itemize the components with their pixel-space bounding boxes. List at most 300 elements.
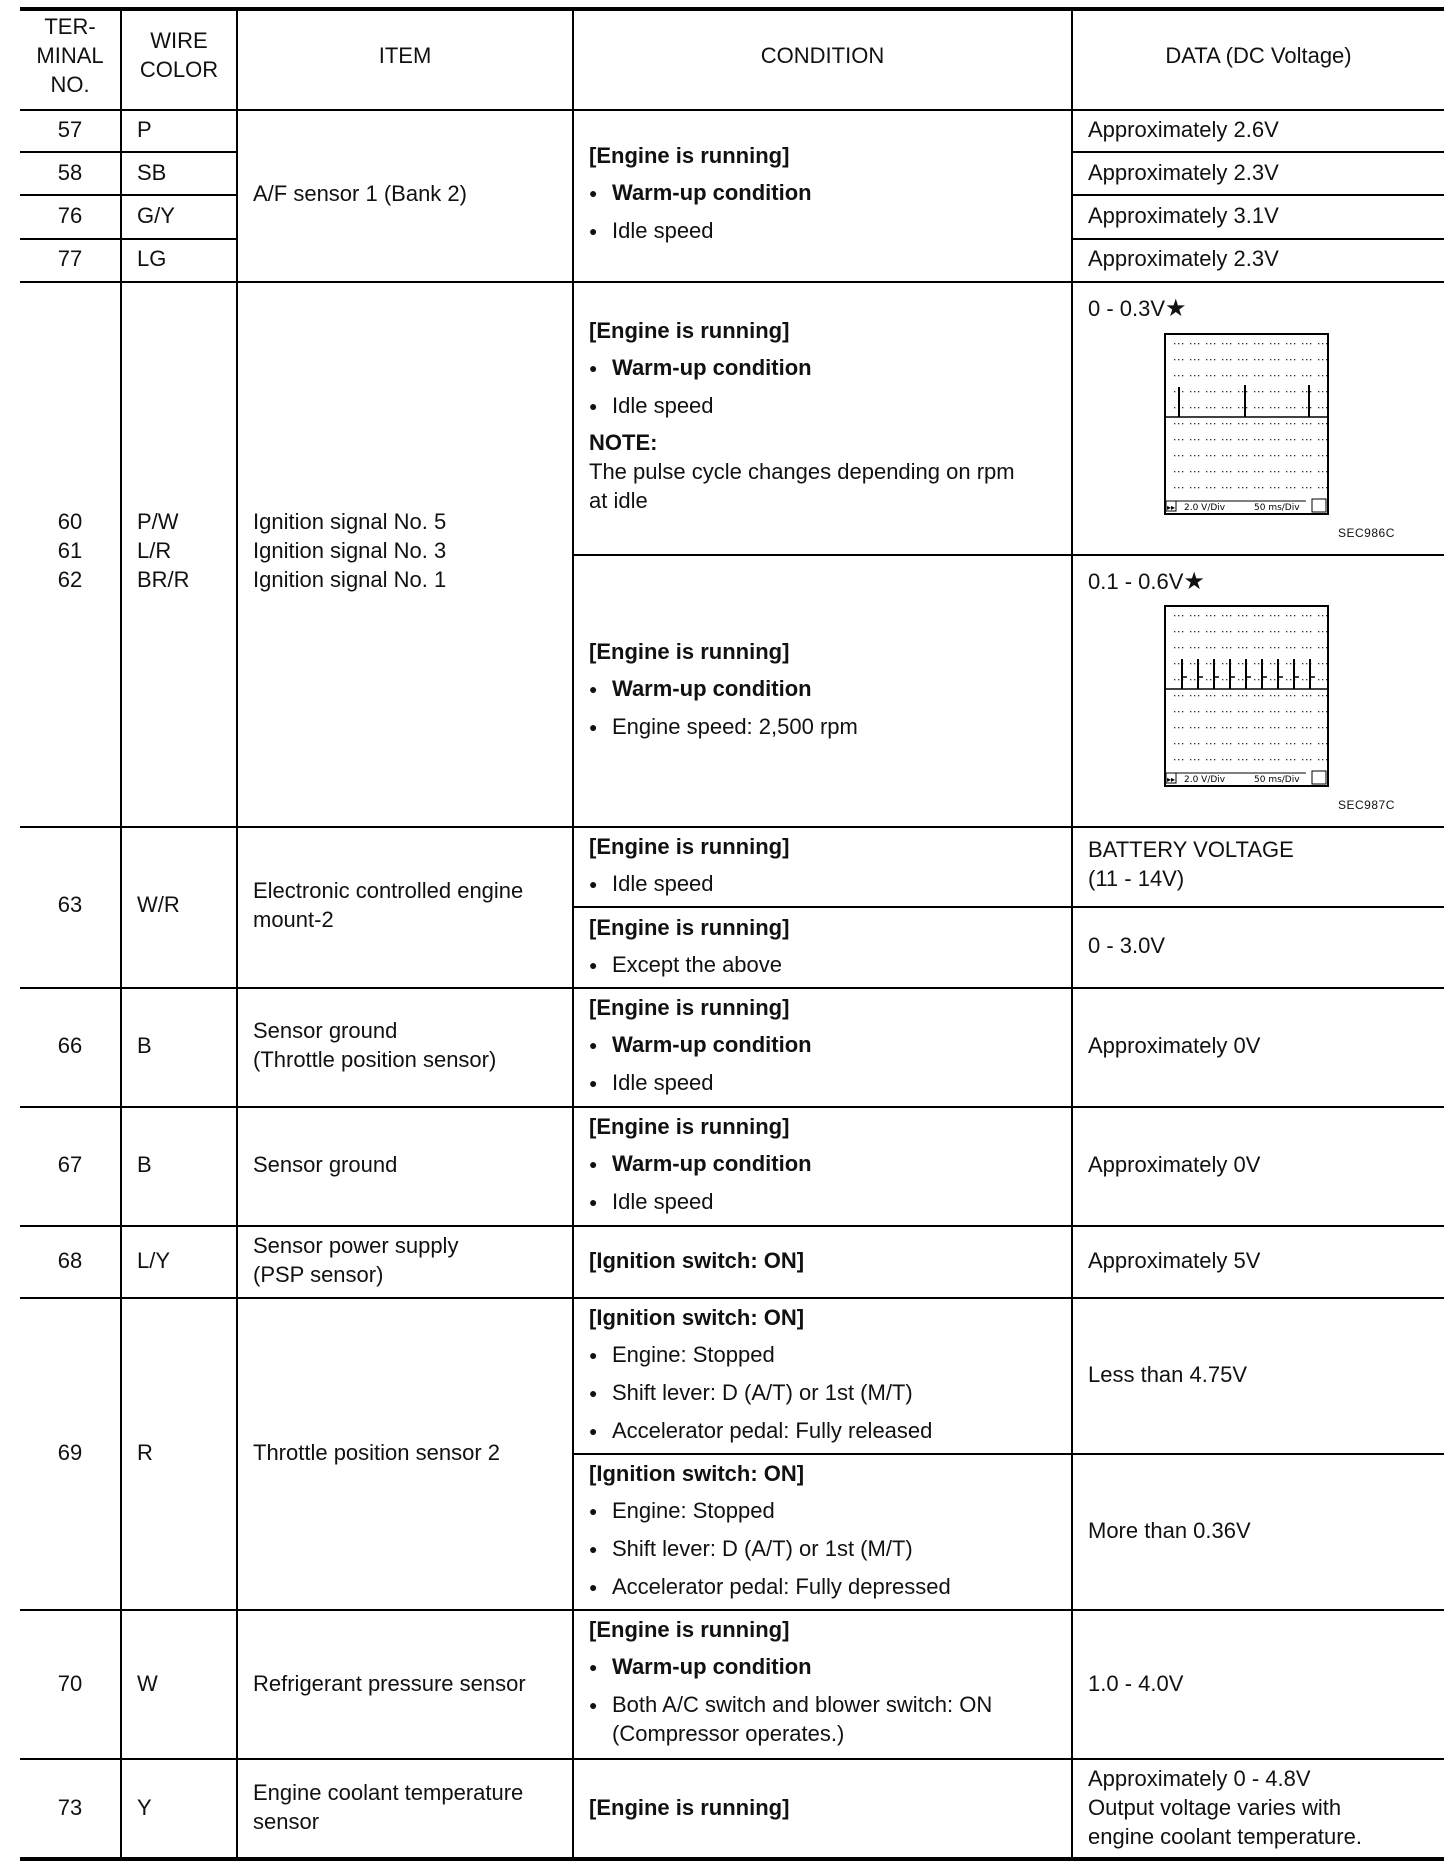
grid-dot	[1242, 439, 1243, 440]
grid-dot	[1290, 343, 1291, 344]
grid-dot	[1326, 631, 1327, 632]
grid-dot	[1302, 647, 1303, 648]
grid-dot	[1290, 743, 1291, 744]
row-divider	[20, 151, 236, 153]
grid-dot	[1302, 743, 1303, 744]
grid-dot	[1310, 695, 1311, 696]
grid-dot	[1210, 375, 1211, 376]
grid-dot	[1238, 375, 1239, 376]
grid-dot	[1286, 359, 1287, 360]
grid-dot	[1322, 359, 1323, 360]
grid-dot	[1174, 759, 1175, 760]
grid-dot	[1262, 391, 1263, 392]
grid-dot	[1274, 423, 1275, 424]
grid-dot	[1286, 663, 1287, 664]
grid-dot	[1254, 631, 1255, 632]
grid-dot	[1310, 471, 1311, 472]
wire-color: LG	[137, 246, 167, 271]
grid-dot	[1238, 743, 1239, 744]
grid-dot	[1306, 359, 1307, 360]
grid-dot	[1242, 423, 1243, 424]
item-label: Ignition signal No. 3	[253, 538, 447, 563]
grid-dot	[1198, 375, 1199, 376]
grid-dot	[1262, 727, 1263, 728]
grid-dot	[1262, 407, 1263, 408]
grid-dot	[1198, 359, 1199, 360]
grid-dot	[1258, 471, 1259, 472]
wire-color: L/R	[137, 538, 172, 563]
grid-dot	[1294, 631, 1295, 632]
grid-dot	[1206, 743, 1207, 744]
grid-dot	[1290, 647, 1291, 648]
grid-dot	[1214, 455, 1215, 456]
grid-dot	[1310, 423, 1311, 424]
grid-dot	[1322, 375, 1323, 376]
grid-dot	[1182, 487, 1183, 488]
grid-dot	[1178, 359, 1179, 360]
grid-dot	[1326, 407, 1327, 408]
grid-dot	[1302, 631, 1303, 632]
grid-dot	[1274, 679, 1275, 680]
grid-dot	[1242, 375, 1243, 376]
grid-dot	[1178, 471, 1179, 472]
grid-dot	[1326, 615, 1327, 616]
grid-dot	[1182, 391, 1183, 392]
grid-dot	[1214, 439, 1215, 440]
grid-dot	[1206, 663, 1207, 664]
star-icon: ★	[1165, 295, 1187, 322]
grid-dot	[1322, 487, 1323, 488]
grid-dot	[1214, 631, 1215, 632]
grid-dot	[1246, 359, 1247, 360]
grid-dot	[1290, 695, 1291, 696]
grid-dot	[1198, 407, 1199, 408]
grid-dot	[1258, 407, 1259, 408]
grid-dot	[1242, 615, 1243, 616]
grid-dot	[1306, 391, 1307, 392]
condition-bullet: ● Shift lever: D (A/T) or 1st (M/T)	[589, 1378, 913, 1410]
grid-dot	[1254, 455, 1255, 456]
item-label: Throttle position sensor 2	[253, 1440, 501, 1465]
data-value: Approximately 3.1V	[1088, 203, 1279, 228]
grid-dot	[1278, 391, 1279, 392]
grid-dot	[1302, 679, 1303, 680]
grid-dot	[1290, 615, 1291, 616]
condition-heading: [Engine is running]	[589, 639, 790, 664]
grid-dot	[1194, 631, 1195, 632]
condition-bullet: ● Warm-up condition	[589, 178, 812, 210]
grid-dot	[1290, 487, 1291, 488]
grid-dot	[1318, 423, 1319, 424]
grid-dot	[1286, 647, 1287, 648]
grid-dot	[1318, 439, 1319, 440]
wire-color: Y	[137, 1795, 152, 1820]
grid-dot	[1254, 343, 1255, 344]
grid-dot	[1322, 471, 1323, 472]
grid-dot	[1226, 391, 1227, 392]
grid-dot	[1302, 407, 1303, 408]
grid-dot	[1254, 439, 1255, 440]
condition-heading: [Ignition switch: ON]	[589, 1305, 805, 1330]
column-divider	[120, 9, 122, 1859]
grid-dot	[1226, 663, 1227, 664]
grid-dot	[1198, 423, 1199, 424]
item-label: (PSP sensor)	[253, 1262, 384, 1287]
grid-dot	[1262, 631, 1263, 632]
grid-dot	[1278, 647, 1279, 648]
grid-dot	[1190, 695, 1191, 696]
grid-dot	[1286, 343, 1287, 344]
grid-dot	[1226, 727, 1227, 728]
grid-dot	[1206, 647, 1207, 648]
grid-dot	[1190, 679, 1191, 680]
item-label: Refrigerant pressure sensor	[253, 1671, 526, 1696]
grid-dot	[1258, 439, 1259, 440]
voltage-range: 0 - 0.3V	[1088, 296, 1166, 321]
data-value	[1088, 294, 1187, 323]
grid-dot	[1262, 647, 1263, 648]
grid-dot	[1258, 375, 1259, 376]
grid-dot	[1246, 711, 1247, 712]
grid-dot	[1210, 343, 1211, 344]
grid-dot	[1254, 391, 1255, 392]
scope-corner-box	[1312, 499, 1326, 512]
grid-dot	[1214, 695, 1215, 696]
grid-dot	[1274, 647, 1275, 648]
grid-dot	[1190, 375, 1191, 376]
grid-dot	[1254, 471, 1255, 472]
grid-dot	[1174, 455, 1175, 456]
grid-dot	[1178, 343, 1179, 344]
grid-dot	[1210, 695, 1211, 696]
grid-dot	[1270, 631, 1271, 632]
condition-bullet: ● Warm-up condition	[589, 1149, 812, 1181]
grid-dot	[1230, 647, 1231, 648]
grid-dot	[1246, 647, 1247, 648]
grid-dot	[1174, 615, 1175, 616]
grid-dot	[1210, 615, 1211, 616]
grid-dot	[1210, 455, 1211, 456]
grid-dot	[1230, 695, 1231, 696]
grid-dot	[1230, 759, 1231, 760]
grid-dot	[1230, 407, 1231, 408]
grid-dot	[1174, 439, 1175, 440]
grid-dot	[1302, 695, 1303, 696]
grid-dot	[1190, 439, 1191, 440]
grid-dot	[1326, 759, 1327, 760]
grid-dot	[1238, 695, 1239, 696]
grid-dot	[1174, 695, 1175, 696]
grid-dot	[1290, 439, 1291, 440]
grid-dot	[1194, 455, 1195, 456]
grid-dot	[1318, 711, 1319, 712]
terminal-number: 57	[57, 117, 83, 142]
oscilloscope-waveform-2500rpm	[1164, 605, 1329, 787]
grid-dot	[1290, 423, 1291, 424]
grid-dot	[1310, 407, 1311, 408]
grid-dot	[1258, 455, 1259, 456]
grid-dot	[1246, 407, 1247, 408]
grid-dot	[1222, 615, 1223, 616]
grid-dot	[1226, 631, 1227, 632]
item-label: Sensor ground	[253, 1152, 398, 1177]
item-label: Sensor ground	[253, 1018, 398, 1043]
wire-color: R	[137, 1440, 153, 1465]
wire-color: B	[137, 1152, 152, 1177]
grid-dot	[1222, 679, 1223, 680]
grid-dot	[1306, 631, 1307, 632]
grid-dot	[1194, 343, 1195, 344]
item-label: sensor	[253, 1809, 320, 1834]
grid-dot	[1206, 455, 1207, 456]
grid-dot	[1226, 343, 1227, 344]
grid-dot	[1326, 743, 1327, 744]
grid-dot	[1270, 647, 1271, 648]
grid-dot	[1270, 423, 1271, 424]
grid-dot	[1174, 471, 1175, 472]
waveform-graph	[1166, 607, 1327, 785]
grid-dot	[1174, 647, 1175, 648]
grid-dot	[1258, 615, 1259, 616]
grid-dot	[1182, 615, 1183, 616]
grid-dot	[1306, 471, 1307, 472]
scope-volt-scale: 2.0 V/Div	[1184, 775, 1226, 785]
grid-dot	[1174, 359, 1175, 360]
grid-dot	[1306, 375, 1307, 376]
grid-dot	[1278, 455, 1279, 456]
terminal-number: 76	[57, 203, 83, 228]
grid-dot	[1306, 343, 1307, 344]
grid-dot	[1242, 631, 1243, 632]
grid-dot	[1274, 663, 1275, 664]
data-value: BATTERY VOLTAGE	[1088, 837, 1294, 862]
grid-dot	[1226, 455, 1227, 456]
grid-dot	[1206, 487, 1207, 488]
grid-dot	[1182, 439, 1183, 440]
grid-dot	[1206, 423, 1207, 424]
grid-dot	[1254, 759, 1255, 760]
grid-dot	[1242, 679, 1243, 680]
grid-dot	[1190, 487, 1191, 488]
grid-dot	[1302, 663, 1303, 664]
row-divider	[20, 238, 236, 240]
grid-dot	[1318, 663, 1319, 664]
grid-dot	[1246, 391, 1247, 392]
grid-dot	[1306, 487, 1307, 488]
grid-dot	[1230, 711, 1231, 712]
grid-dot	[1326, 647, 1327, 648]
grid-dot	[1174, 343, 1175, 344]
grid-dot	[1274, 487, 1275, 488]
row-divider	[20, 1106, 1444, 1108]
grid-dot	[1318, 375, 1319, 376]
condition-bullet: ● Idle speed	[589, 869, 714, 901]
grid-dot	[1194, 407, 1195, 408]
scope-volt-scale: 2.0 V/Div	[1184, 503, 1226, 513]
grid-dot	[1210, 407, 1211, 408]
condition-bullet: ● Engine speed: 2,500 rpm	[589, 712, 858, 744]
grid-dot	[1270, 439, 1271, 440]
grid-dot	[1190, 359, 1191, 360]
grid-dot	[1322, 711, 1323, 712]
waveform-graph	[1166, 335, 1327, 513]
grid-dot	[1174, 487, 1175, 488]
grid-dot	[1190, 343, 1191, 344]
grid-dot	[1290, 391, 1291, 392]
grid-dot	[1270, 359, 1271, 360]
grid-dot	[1230, 455, 1231, 456]
grid-dot	[1290, 631, 1291, 632]
row-divider	[20, 281, 1444, 283]
grid-dot	[1318, 647, 1319, 648]
grid-dot	[1198, 471, 1199, 472]
grid-dot	[1286, 743, 1287, 744]
grid-dot	[1326, 375, 1327, 376]
grid-dot	[1326, 343, 1327, 344]
row-divider	[20, 826, 1444, 828]
data-value: 1.0 - 4.0V	[1088, 1671, 1184, 1696]
grid-dot	[1214, 711, 1215, 712]
grid-dot	[1214, 743, 1215, 744]
grid-dot	[1294, 375, 1295, 376]
grid-dot	[1242, 391, 1243, 392]
grid-dot	[1254, 647, 1255, 648]
condition-heading: [Engine is running]	[589, 995, 790, 1020]
terminal-number: 63	[57, 892, 83, 917]
grid-dot	[1310, 759, 1311, 760]
data-value: Approximately 0 - 4.8V	[1088, 1766, 1311, 1791]
grid-dot	[1246, 471, 1247, 472]
grid-dot	[1242, 759, 1243, 760]
table-bottom-border	[20, 1857, 1444, 1861]
grid-dot	[1190, 647, 1191, 648]
grid-dot	[1302, 423, 1303, 424]
grid-dot	[1190, 759, 1191, 760]
grid-dot	[1322, 759, 1323, 760]
grid-dot	[1194, 487, 1195, 488]
grid-dot	[1222, 471, 1223, 472]
grid-dot	[1310, 455, 1311, 456]
grid-dot	[1278, 759, 1279, 760]
grid-dot	[1246, 615, 1247, 616]
grid-dot	[1242, 487, 1243, 488]
grid-dot	[1290, 711, 1291, 712]
grid-dot	[1210, 663, 1211, 664]
condition-heading: [Engine is running]	[589, 143, 790, 168]
grid-dot	[1194, 375, 1195, 376]
grid-dot	[1262, 759, 1263, 760]
row-divider	[1071, 151, 1444, 153]
grid-dot	[1178, 487, 1179, 488]
grid-dot	[1278, 375, 1279, 376]
grid-dot	[1294, 439, 1295, 440]
grid-dot	[1322, 743, 1323, 744]
grid-dot	[1318, 743, 1319, 744]
grid-dot	[1194, 423, 1195, 424]
grid-dot	[1238, 759, 1239, 760]
grid-dot	[1254, 407, 1255, 408]
grid-dot	[1246, 727, 1247, 728]
grid-dot	[1278, 615, 1279, 616]
grid-dot	[1278, 727, 1279, 728]
grid-dot	[1322, 647, 1323, 648]
grid-dot	[1178, 455, 1179, 456]
grid-dot	[1182, 727, 1183, 728]
row-divider	[1071, 238, 1444, 240]
grid-dot	[1322, 423, 1323, 424]
data-value: 0 - 3.0V	[1088, 933, 1166, 958]
grid-dot	[1246, 439, 1247, 440]
grid-dot	[1190, 615, 1191, 616]
grid-dot	[1254, 359, 1255, 360]
grid-dot	[1310, 391, 1311, 392]
grid-dot	[1294, 743, 1295, 744]
grid-dot	[1226, 695, 1227, 696]
grid-dot	[1262, 743, 1263, 744]
header-wire-color: WIRE COLOR	[139, 28, 219, 82]
header-divider	[20, 109, 1444, 111]
grid-dot	[1286, 487, 1287, 488]
grid-dot	[1174, 711, 1175, 712]
condition-bullet: ● Accelerator pedal: Fully depressed	[589, 1572, 951, 1604]
grid-dot	[1198, 455, 1199, 456]
grid-dot	[1278, 471, 1279, 472]
grid-dot	[1242, 727, 1243, 728]
grid-dot	[1194, 759, 1195, 760]
terminal-number: 68	[57, 1248, 83, 1273]
grid-dot	[1182, 375, 1183, 376]
grid-dot	[1222, 743, 1223, 744]
data-value: engine coolant temperature.	[1088, 1824, 1362, 1849]
grid-dot	[1286, 695, 1287, 696]
wire-color: SB	[137, 160, 167, 185]
grid-dot	[1290, 375, 1291, 376]
grid-dot	[1310, 343, 1311, 344]
grid-dot	[1294, 359, 1295, 360]
note-label: NOTE:	[589, 430, 658, 455]
data-value: Approximately 2.6V	[1088, 117, 1279, 142]
grid-dot	[1326, 679, 1327, 680]
grid-dot	[1206, 359, 1207, 360]
grid-dot	[1254, 743, 1255, 744]
data-value: Approximately 2.3V	[1088, 246, 1279, 271]
grid-dot	[1190, 743, 1191, 744]
grid-dot	[1254, 663, 1255, 664]
data-value: Less than 4.75V	[1088, 1362, 1248, 1387]
grid-dot	[1270, 695, 1271, 696]
grid-dot	[1214, 615, 1215, 616]
grid-dot	[1258, 631, 1259, 632]
grid-dot	[1306, 663, 1307, 664]
grid-dot	[1206, 615, 1207, 616]
grid-dot	[1214, 471, 1215, 472]
grid-dot	[1322, 407, 1323, 408]
grid-dot	[1210, 743, 1211, 744]
grid-dot	[1294, 759, 1295, 760]
terminal-number: 58	[57, 160, 83, 185]
grid-dot	[1206, 343, 1207, 344]
grid-dot	[1214, 759, 1215, 760]
grid-dot	[1178, 679, 1179, 680]
grid-dot	[1254, 727, 1255, 728]
grid-dot	[1306, 759, 1307, 760]
grid-dot	[1214, 487, 1215, 488]
condition-bullet: ● Warm-up condition	[589, 674, 812, 706]
grid-dot	[1310, 375, 1311, 376]
grid-dot	[1318, 615, 1319, 616]
terminal-number: 70	[57, 1671, 83, 1696]
grid-dot	[1238, 663, 1239, 664]
